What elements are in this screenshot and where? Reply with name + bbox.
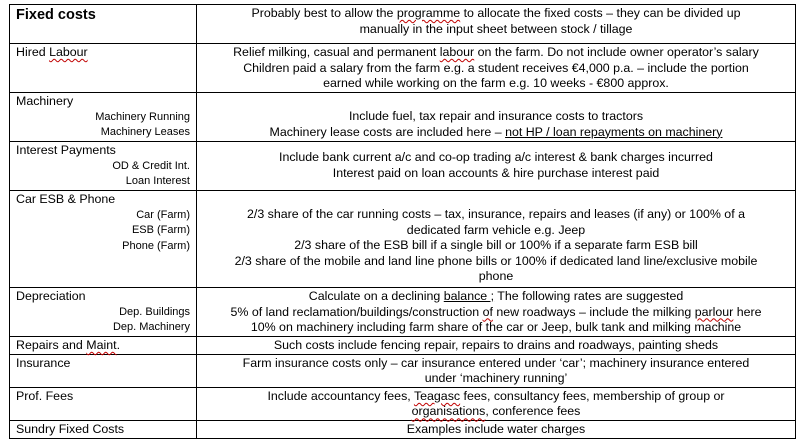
table-row	[10, 5, 796, 44]
table-row	[10, 93, 796, 142]
row-label: Hired Labour	[16, 45, 88, 59]
spellcheck-word: Teagasc	[413, 388, 461, 403]
table-row	[10, 44, 796, 93]
row-label: Car ESB & Phone	[16, 192, 116, 206]
row-label-cell	[10, 288, 197, 337]
spellcheck-word: labour	[439, 45, 475, 59]
description-line: dedicated farm vehicle e.g. Jeep	[406, 222, 586, 237]
row-description-cell	[197, 420, 796, 438]
spellcheck-word: Labour	[49, 45, 88, 59]
description-line: Interest paid on loan accounts & hire purchase interest paid	[332, 165, 660, 180]
row-description-cell	[197, 354, 796, 387]
table-row	[10, 191, 796, 288]
fixed-costs-table	[9, 4, 796, 439]
table-row	[10, 337, 796, 355]
description-line: 2/3 share of the ESB bill if a single bill or 100% if a separate farm ESB bill	[294, 238, 698, 253]
description-line: Machinery lease costs are included here – not HP / loan repayments on machinery	[269, 124, 723, 139]
row-label: Sundry Fixed Costs	[16, 421, 125, 436]
row-description-cell	[197, 142, 796, 191]
description-line: Examples include water charges	[406, 421, 586, 436]
underlined-text: not HP / loan repayments on machinery	[505, 124, 723, 139]
spellcheck-word: of	[482, 304, 493, 319]
row-label: Machinery	[16, 94, 74, 108]
table-row	[10, 420, 796, 438]
description-line: 2/3 share of the car running costs – tax, insurance, repairs and leases (if any) or 100% of a	[247, 207, 745, 221]
row-label: Prof. Fees	[16, 388, 74, 403]
description-line: Include accountancy fees, Teagasc fees, consultancy fees, membership of group or	[267, 388, 725, 403]
description-line: Such costs include fencing repair, repairs to drains and roadways, painting sheds	[273, 338, 719, 352]
row-label: Repairs and Maint.	[16, 338, 121, 352]
row-label-cell	[10, 93, 197, 142]
spellcheck-word: organisations	[411, 404, 486, 419]
underlined-text: balance ;	[443, 289, 495, 303]
row-label-cell	[10, 142, 197, 191]
description-line: earned while working on the farm e.g. 10 weeks - €800 approx.	[323, 76, 669, 91]
description-line: Relief milking, casual and permanent labour on the farm. Do not include owner operator’s salary	[233, 45, 759, 59]
description-line: Include fuel, tax repair and insurance costs to tractors	[348, 109, 644, 123]
table-title: Fixed costs	[16, 7, 96, 23]
table-row	[10, 387, 796, 420]
description-line: Children paid a salary from the farm e.g. a student receives €4,000 p.a. – include the portion	[243, 60, 749, 75]
row-label: Insurance	[16, 355, 71, 370]
row-description-cell	[197, 93, 796, 142]
row-sublabel: Loan Interest	[125, 175, 190, 188]
row-label-cell	[10, 337, 197, 355]
row-sublabel: Dep. Machinery	[112, 321, 190, 334]
spellcheck-word: programme	[396, 6, 461, 20]
table-row	[10, 142, 796, 191]
row-description-cell	[197, 337, 796, 355]
row-description-cell	[197, 191, 796, 288]
row-label-cell	[10, 44, 197, 93]
row-sublabel: Machinery Leases	[100, 126, 190, 139]
row-label: Depreciation	[16, 289, 86, 303]
row-sublabel: ESB (Farm)	[131, 224, 190, 237]
table-row	[10, 354, 796, 387]
description-line: manually in the input sheet between stock / tillage	[359, 21, 633, 36]
description-line: 2/3 share of the mobile and land line phone bills or 100% if dedicated land line/exclusive mobile	[234, 253, 758, 268]
row-sublabel: Car (Farm)	[136, 208, 190, 221]
description-line: 10% on machinery including farm share of the car or Jeep, bulk tank and milking machine	[250, 320, 742, 335]
description-line: Calculate on a declining balance ; The following rates are suggested	[308, 289, 684, 303]
row-label-cell	[10, 420, 197, 438]
row-description-cell	[197, 288, 796, 337]
row-label: Interest Payments	[16, 143, 116, 157]
row-description-cell	[197, 5, 796, 44]
description-line: organisations, conference fees	[411, 404, 581, 419]
description-line: Include bank current a/c and co-op trading a/c interest & bank charges incurred	[279, 150, 713, 164]
description-line: Farm insurance costs only – car insurance entered under ‘car’; machinery insurance entered	[242, 355, 750, 370]
row-description-cell	[197, 387, 796, 420]
row-sublabel: Dep. Buildings	[119, 305, 190, 318]
row-description-cell	[197, 44, 796, 93]
table-row	[10, 288, 796, 337]
row-label-cell	[10, 387, 197, 420]
description-line: 5% of land reclamation/buildings/construction of new roadways – include the milking parlour here	[230, 304, 762, 319]
row-sublabel: Phone (Farm)	[122, 239, 190, 252]
description-line: Probably best to allow the programme to allocate the fixed costs – they can be divided up	[251, 6, 741, 20]
row-label-cell	[10, 354, 197, 387]
row-label-cell	[10, 5, 197, 44]
description-line: under ‘machinery running’	[424, 371, 568, 386]
description-line: phone	[478, 269, 514, 284]
row-sublabel: Machinery Running	[95, 110, 190, 123]
spellcheck-word: Maint	[86, 338, 117, 352]
row-label-cell	[10, 191, 197, 288]
row-sublabel: OD & Credit Int.	[112, 159, 190, 172]
spellcheck-word: parlour	[694, 304, 734, 319]
